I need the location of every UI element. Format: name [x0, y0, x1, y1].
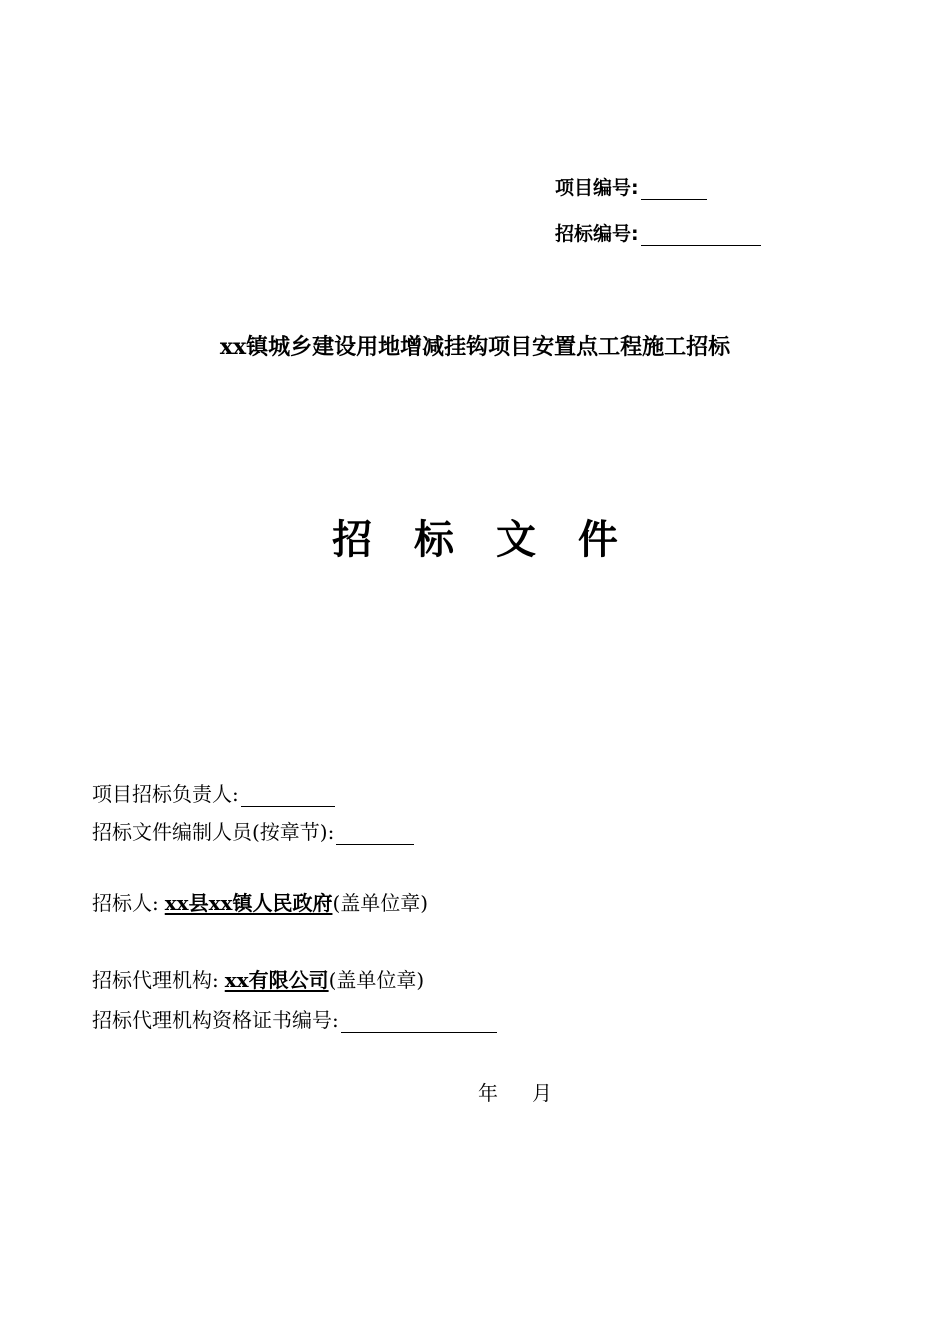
editor-blank: [336, 824, 414, 845]
date-year: 年: [478, 1081, 498, 1105]
project-number-label: 项目编号:: [555, 177, 639, 199]
editor-line: [92, 819, 414, 845]
tender-owner-line: [92, 781, 335, 807]
agency-value: xx有限公司: [224, 968, 329, 992]
date-month: 月: [532, 1081, 552, 1105]
document-title: [0, 515, 950, 565]
project-title: xx镇城乡建设用地增减挂钩项目安置点工程施工招标: [219, 334, 731, 360]
agency-seal-note: (盖单位章): [328, 968, 425, 992]
agency-line: [92, 967, 424, 993]
tenderer-seal-note: (盖单位章): [332, 891, 429, 915]
tender-owner-label: 项目招标负责人:: [92, 782, 239, 806]
doc-title-char-4: 件: [577, 516, 618, 563]
doc-title-char-3: 文: [495, 516, 536, 563]
project-number-blank: [641, 181, 707, 200]
date-line: [478, 1080, 552, 1106]
tender-owner-blank: [241, 786, 335, 807]
tender-number-field: [555, 222, 761, 246]
doc-title-char-1: 招: [332, 516, 373, 563]
doc-title-char-2: 标: [414, 516, 455, 563]
tender-number-blank: [641, 227, 761, 246]
agency-cert-blank: [341, 1012, 497, 1033]
editor-label: 招标文件编制人员(按章节):: [92, 820, 335, 844]
tenderer-value: xx县xx镇人民政府: [164, 891, 333, 915]
agency-cert-label: 招标代理机构资格证书编号:: [92, 1008, 339, 1032]
project-number-field: [555, 176, 707, 200]
tenderer-line: [92, 890, 428, 916]
agency-label: 招标代理机构:: [92, 968, 219, 992]
tenderer-label: 招标人:: [92, 891, 159, 915]
agency-cert-line: [92, 1007, 497, 1033]
tender-number-label: 招标编号:: [555, 223, 639, 245]
